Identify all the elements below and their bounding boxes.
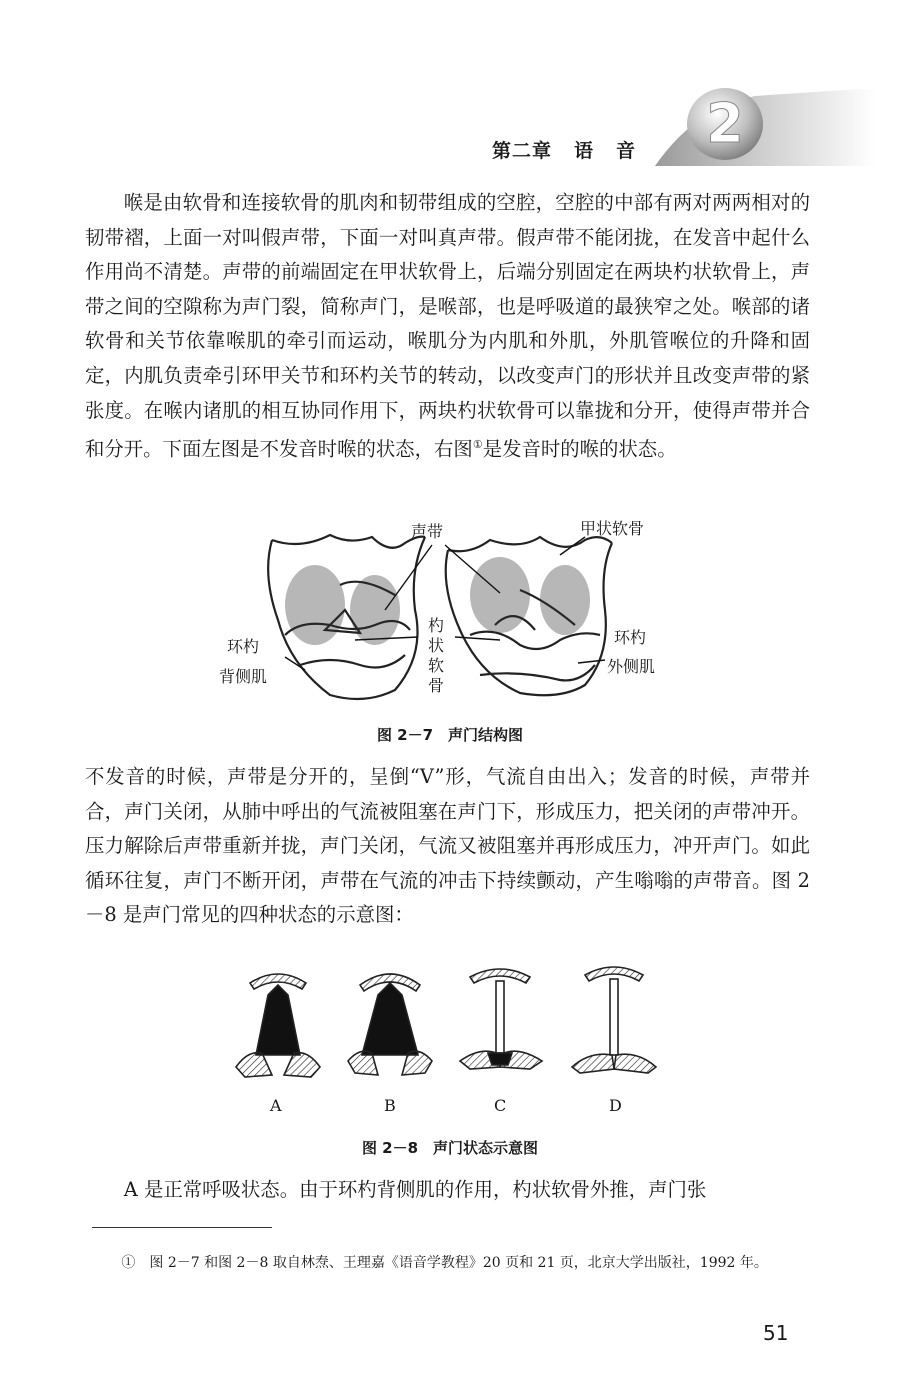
figure-2-8-drawing [0,955,900,1090]
glottis-label-d: D [609,1096,622,1115]
glottis-b [348,974,432,1075]
glottis-label-a: A [270,1096,282,1115]
label-huangou-right-1: 环杓 [614,628,647,647]
chapter-badge [655,78,875,168]
glottis-label-c: C [494,1096,507,1115]
paragraph-1-text: 喉是由软骨和连接软骨的肌肉和韧带组成的空腔，空腔的中部有两对两两相对的韧带褶，上面一对叫假声带，下面一对叫真声带。假声带不能闭拢，在发音中起什么作用尚不清楚。声带的前端固定在甲状软骨上，后端分别固定在两块杓状软骨上，声带之间的空隙称为声门裂，简称声门，是喉部，也是呼吸道的最狭窄之处。喉部的诸软骨和关节依靠喉肌的牵引而运动，喉肌分为内肌和外肌，外肌管喉位的升降和固定，内肌负责牵引环甲关节和环杓关节的转动，以改变声门的形状并且改变声带的紧张度。在喉内诸肌的相互协同作用下，两块杓状软骨可以靠拢和分开，使得声带并合和分开。下面左图是不发音时喉的状态，右图 [85,191,810,461]
figure-2-8-caption: 图 2－8 声门状态示意图 [361,1139,539,1157]
label-huangou-left-2: 背侧肌 [219,667,268,686]
chapter-header [492,136,636,163]
paragraph-1-end: 是发音时的喉的状态。 [482,437,677,461]
paragraph-1 [85,186,810,467]
page-number: 51 [763,1321,789,1345]
glottis-d [572,967,656,1073]
glottis-label-b: B [384,1096,396,1115]
footnote-mark: ① [472,438,483,452]
label-huangou-left-1: 环杓 [227,637,260,656]
label-shaozhuang: 杓状软骨 [428,616,445,695]
footnote-rule [92,1227,272,1228]
chapter-label: 第二章 [492,140,553,162]
glottis-c [460,969,542,1069]
glottis-a [236,974,320,1077]
footnote: ① 图 2－7 和图 2－8 取自林焘、王理嘉《语音学教程》20 页和 21 页，北京大学出版社，1992 年。 [121,1255,768,1271]
label-shengdai: 声带 [411,522,444,541]
paragraph-3: A 是正常呼吸状态。由于环杓背侧肌的作用，杓状软骨外推，声门张 [123,1178,707,1201]
figure-2-7-caption: 图 2－7 声门结构图 [376,726,524,744]
label-huangou-right-2: 外侧肌 [607,657,656,676]
chapter-title-char-1: 语 [574,140,595,162]
chapter-number: 2 [706,92,744,155]
figure-2-7-drawing [0,515,900,715]
label-jiazhuang: 甲状软骨 [580,519,645,538]
chapter-title-char-2: 音 [616,140,637,162]
paragraph-2: 不发音的时候，声带是分开的，呈倒“V”形，气流自由出入；发音的时候，声带并合，声门关闭，从肺中呼出的气流被阻塞在声门下，形成压力，把关闭的声带冲开。压力解除后声带重新并拢，声门关闭，气流又被阻塞并再形成压力，冲开声门。如此循环往复，声门不断开闭，声带在气流的冲击下持续颤动，产生嗡嗡的声带音。图 2－8 是声门常见的四种状态的示意图： [85,765,810,927]
